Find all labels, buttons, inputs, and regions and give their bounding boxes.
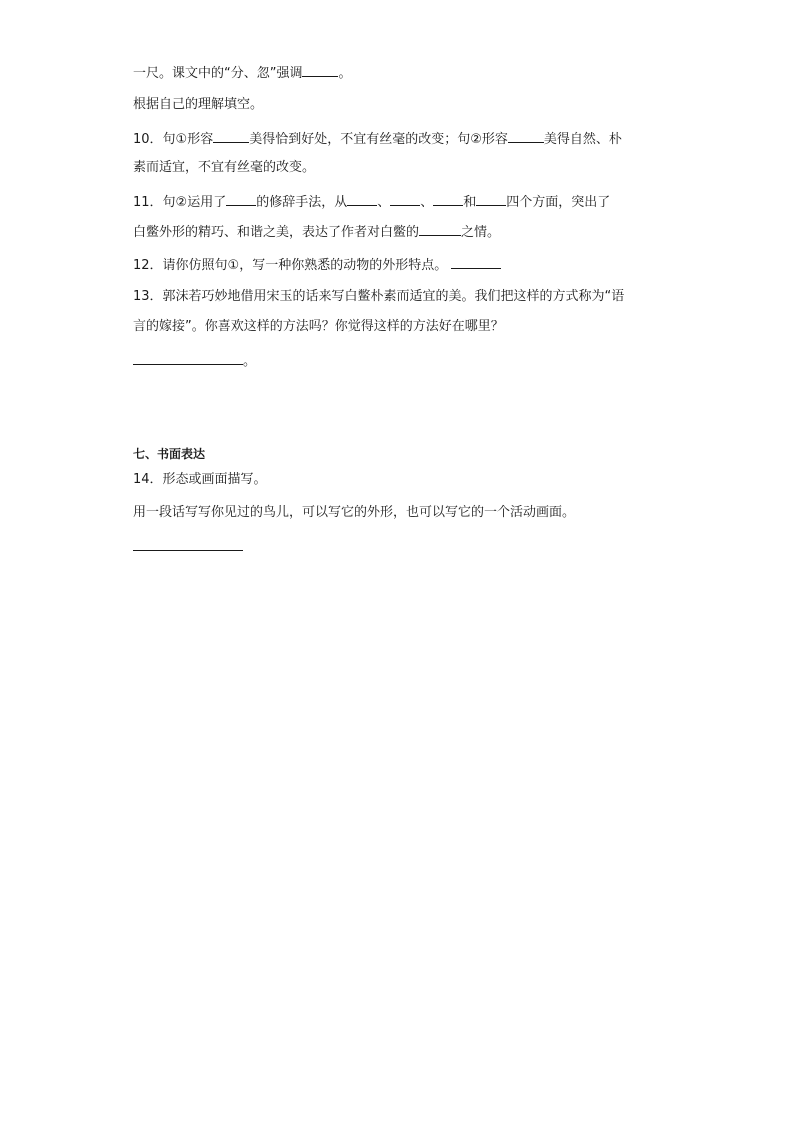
answer-blank[interactable] [508, 128, 544, 143]
q11-sep-3: 和 [463, 195, 477, 210]
passage-tail-text: 一尺。课文中的“分、忽”强调 [133, 66, 303, 81]
answer-blank[interactable] [133, 536, 243, 551]
answer-blank[interactable] [476, 191, 506, 206]
q11-text-5: 之情。 [461, 225, 501, 240]
section-title: 七、书面表达 [133, 447, 206, 461]
answer-blank[interactable] [347, 191, 377, 206]
question-13-answer-line [133, 350, 256, 372]
q11-sep-1: 、 [377, 195, 391, 210]
q11-text-4: 白鳖外形的精巧、和谐之美，表达了作者对白鳖的 [133, 225, 420, 240]
answer-blank[interactable] [419, 221, 461, 236]
q10-text-1: 10．句①形容 [133, 132, 214, 147]
q10-text-2: 美得恰到好处，不宜有丝毫的改变；句②形容 [249, 132, 508, 147]
q10-text-3: 美得自然、朴 [543, 132, 622, 147]
question-14-line-1: 14．形态或画面描写。 [133, 472, 267, 487]
answer-blank[interactable] [133, 350, 243, 365]
answer-blank[interactable] [226, 191, 256, 206]
q13-answer-end: 。 [243, 354, 257, 369]
answer-blank[interactable] [302, 62, 338, 77]
question-11-line-1 [133, 191, 610, 213]
question-13-line-2: 言的嫁接”。你喜欢这样的方法吗？你觉得这样的方法好在哪里？ [133, 319, 504, 334]
answer-blank[interactable] [451, 254, 501, 269]
q11-sep-2: 、 [420, 195, 434, 210]
question-13-line-1: 13．郭沫若巧妙地借用宋玉的话来写白鳖朴素而适宜的美。我们把这样的方式称为“语 [133, 289, 625, 304]
instruction-text: 根据自己的理解填空。 [133, 97, 264, 112]
question-10-line-2: 素而适宜，不宜有丝毫的改变。 [133, 160, 316, 175]
passage-tail-end: 。 [338, 66, 352, 81]
q12-text: 12．请你仿照句①，写一种你熟悉的动物的外形特点。 [133, 258, 448, 273]
q11-text-3: 四个方面，突出了 [506, 195, 611, 210]
answer-blank[interactable] [433, 191, 463, 206]
q11-text-2: 的修辞手法，从 [256, 195, 348, 210]
question-11-line-2 [133, 221, 500, 243]
answer-blank[interactable] [390, 191, 420, 206]
q11-text-1: 11．句②运用了 [133, 195, 227, 210]
question-14-answer-line [133, 536, 243, 558]
passage-tail-line [133, 62, 352, 84]
question-12-line [133, 254, 501, 276]
question-10-line-1 [133, 128, 622, 150]
answer-blank[interactable] [213, 128, 249, 143]
question-14-line-2: 用一段话写写你见过的鸟儿，可以写它的外形，也可以写它的一个活动画面。 [133, 505, 576, 520]
